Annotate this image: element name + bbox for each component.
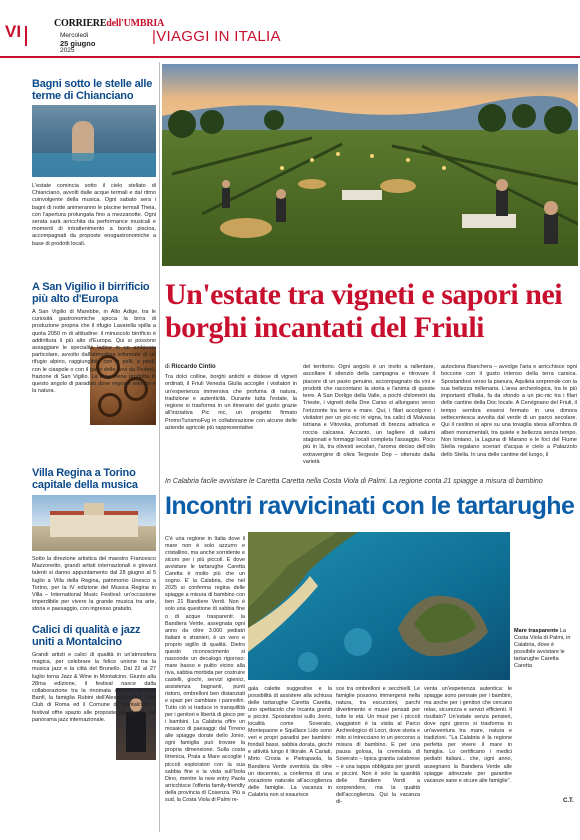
article1-byline [165, 364, 216, 370]
header-divider [25, 26, 27, 46]
article1-col2: del territorio. Ogni angolo è un invito a rallentare, ascoltare il silenzio della campagna e ritrovare il piacere di un pasto genuino, accompagnato da vini e prodotti che raccontano la storia e l'anima di queste terre. A San Dorligo della Valle, a pochi chilometri da Trieste, i vigneti della Dne Carso si allungano verso l'orizzonte tra terra e mare. Qui, i filari accolgono i visitatori per un pic-nic in vigna, tra calici di Malvasia istriana e Vitovska, profumati di brezza adriatica e roccia calcarea. Accanto, un tagliere di salumi stagionati e formaggi locali completa l'assaggio. Poco più in là, tra olivesti secolari, l'aroma deciso dell'olio extravergine di oliva Tergeste Dop – ottenuto dalla varietà [303, 364, 435, 465]
left-headline-3: Villa Regina a Torino capitale della musica [32, 467, 138, 491]
weekday: Mercoledì [60, 32, 89, 39]
issue-date [60, 32, 95, 55]
left-text-3: Sotto la direzione artistica del maestro Francesco Mazzonetto, grandi artisti internazionali e giovani talenti si danno appuntamento dal 28 giugno al 5 luglio a Villa della Regina, patrimonio Unesco a Torino, per la IV edizione del Musica Regina in Villa – International Music Festival: un'occasione imperdibile per vivere la grande musica tra arte, storia e paesaggio, con ingresso gratuito. [32, 556, 156, 613]
day-month: 25 giugno [60, 38, 96, 48]
logo-part2: dell'UMBRIA [106, 18, 165, 29]
article2-col1: C'è una regione in Italia dove il mare non è solo azzurro e cristallino, ma anche sorridente e sicuro per i più piccoli. E dove avvistare le tartarughe Caretta Caretta è molto più che un sogno. E' la Calabria, che nel 2025 si conferma regina delle spiagge a misura di bambino con ben 21 Bandiere Verdi. Non è solo una questione di sabbia fine o di acque trasparenti: la Bandiera Verde, assegnata ogni anno da oltre 3.000 pediatri italiani e stranieri, è un vero e proprio sigillo di qualità. Dietro questo riconoscimento si nasconde un decalogo rigoroso: mare basso e pulito vicino alla riva, sabbia morbida per costruire castelli, giochi, servizi igienici, assistenza bagnanti, punti ristoro, ombrelloni ben distanziati e spazi per cambiare i pannolini. Tutto ciò si traduce in tranquillità per i genitori e libertà di gioco per i bambini. La Calabria offre un mosaico di paesaggi: dal Tirreno alle spiagge dorate dello Jonio, ogni famiglia può trovare la propria dimensione. Sulla costa tirrenica, Praia a Mare accoglie i piccoli esploratori con la sua sabbia fine e la vista sull'Isola Dino, mentre la new entry Paola arricchisce l'offerta family-friendly della provincia di Cosenza. Più a sud, la Costa Viola di Palmi re- [165, 536, 245, 803]
left-text-4: Grandi artisti e calici di qualità in un'atmosfera magica, per celebrare la felice unione tra la musica jazz e la città del Brunello. Dal 22 al 27 luglio torna Jazz & Wine in Montalcino. Giunto alla 28ma edizione, il festival nasce dalla collaborazione tra la rinomata azienda vinicola Banfi, la famiglia Rubini dell'Alexanderplatz Jazz Club di Roma ed il Comune di Montalcino. Il festival offre spazio alle proposte più diverse del panorama jazz internazionale. [32, 652, 156, 723]
logo-part1: CORRIERE [54, 18, 107, 29]
caption-title: Mare trasparente [514, 628, 559, 634]
byline-prefix: di [165, 364, 170, 370]
year: 2025 [60, 47, 75, 54]
caption-text: La Costa Viola di Palmi, in Calabria, dove è possibile avvistare le tartarughe Caretta Caretta [514, 628, 571, 669]
article2-col4: venta un'esperienza autentica: le spiagge sono pensate per i bambini, ma anche per i genitori che cercano relax, sicurezza e servizi efficienti. Il risultato? Un'estate senza pensieri, dove ogni giorno si trasforma in un'avventura tra mare, natura e tradizioni. "La Calabria è la regione perfetta per vivere il mare in famiglia. Lo certificano i medici pediatri italiani... che, ogni anno, assegnano la Bandiera Verde alle spiagge attrezzate per garantire vacanze sane e sicure alle famiglie". [424, 686, 512, 784]
header-rule [0, 56, 580, 58]
photo-villa-regina [32, 495, 156, 551]
left-headline-1: Bagni sotto le stelle alle terme di Chianciano [32, 78, 153, 102]
left-text-1: L'estate comincia sotto il cielo stellato di Chianciano, avvolti dalle acque termali e dal ritmo coinvolgente della musica. Ogni sabato sera i bagni di notte animeranno le piscine termali Theia, con l'apertura prolungata fino a mezzanotte. Ogni serata sarà arricchita da performance musicali e momenti di intrattenimento a bordo piscina, accompagnati da proposte enogastronomiche a base di prodotti locali. [32, 183, 156, 247]
page-number: VI [5, 22, 22, 41]
article1-title: Un'estate tra vigneti e sapori nei borghi incantati del Friuli [165, 278, 563, 344]
left-column [32, 62, 156, 787]
photo-vineyard-picnic [162, 64, 578, 266]
byline-author: Riccardo Cintio [171, 364, 216, 370]
left-headline-4: Calici di qualità e jazz uniti a Montalcino [32, 624, 141, 648]
page-header [0, 0, 580, 62]
left-headline-2: A San Vigilio il birrificio più alto d'Europa [32, 281, 150, 305]
coast-illustration [248, 532, 510, 680]
column-divider [159, 62, 160, 832]
article1-col3: autoctona Bianchera – avvolge l'aria e arricchisce ogni boccone con il gusto intenso della terra carsica. Spostandosi verso la pianura, Aquileia sorprende con la sua bellezza millenaria. L'area archeologica, tra le più importanti d'Italia, fa da sfondo a un pic-nic tra i filari delle cantine della Doc locale. A Cervignano del Friuli, il tempo sembra essersi fermato in una dimora settecentesca avvolta dal verde di un parco secolare. Qui il cestino si apre su una tovaglia stesa all'ombra di alberi monumentali, tra quiete e bellezza senza tempo. Non lontano, la Laguna di Marano e le foci del Fiume Stella regalano scenari d'acqua e cielo a Palazzolo dello Stella. In una delle cantine del luogo, il [441, 364, 577, 458]
article1-col1: Tra dolci colline, borghi antichi e distese di vigneti ordinati, il Friuli Venezia Giulia accoglie i visitatori in un'esperienza immersiva che profuma di natura, tradizione e autenticità. Durante tutta l'estate, la regione si trasforma in un itinerario del gusto grazie all'iniziativa Pic nic, un progetto firmato PromoTurismoFvg in collaborazione con alcune delle aziende agricole più rappresentative [165, 374, 297, 432]
vineyard-illustration [162, 64, 578, 266]
photo-caption [514, 628, 576, 670]
article2-subtitle: In Calabria facile avvistare le Caretta Caretta nella Costa Viola di Palmi. La regione conta 21 spiagge a misura di bambino [165, 478, 543, 485]
section-title: |VIAGGI IN ITALIA [152, 28, 281, 45]
article2-signature: C.T. [563, 798, 574, 804]
newspaper-logo [54, 18, 164, 29]
article2-col3: sce tra ombrelloni e secchielli. Le famiglie possono immergersi nella natura, tra escursioni, parchi divertimento e musei pensati per tutte le età. Un must per i piccoli viaggiatori è la visita al Parco Archeologico di Locri, dove storia e mito si intrecciano in un percorso a misura di bambino. E per una pausa golosa, la cremolata di Soverato – tipica granita calabrese – è una tappa obbligata per grandi e piccini. Non è solo la quantità delle Bandiere Verdi a sorprendere, ma la qualità dell'accoglienza. Qui la vacanza di- [336, 686, 420, 805]
left-text-2: A San Vigilio di Marebbe, in Alto Adige, tra le curiosità gastronomiche spicca la birra di produzione propria che il rifugio Lavarella spilla a quota 2050 m di altitudine: il minuscolo birrificio è addirittura il più alto d'Europa. Qui si possono assaggiare le specialità ladine in un ambiente particolare, avvolto dall'atmosfera informale di un rifugio alpino, raggiungibile con le pelli, a piedi, con le ciaspole o con il gatto delle nevi da Pederù, frazione di San Vigilio. La birra viene prodotta in questo angolo di paradiso dove regna il silenzio e la natura. [32, 309, 156, 395]
photo-chianciano [32, 105, 156, 177]
article2-col2: gala calette suggestive e la possibilità di assistere alla schiusa delle tartarughe Caretta Caretta, uno spettacolo che incanta grandi e piccini. Spostandosi sullo Jonio, località come Soverato, Montepaone e Squillace Lido sono veri e propri paradisi per bambini: fondali bassi, sabbia dorata, giochi e attività lungo il litorale. A Cariati, Mirto Crosia e Pietrapaola, la Bandiera Verde sventola da oltre un decennio, a conferma di una vocazione naturale all'accoglienza delle famiglie. La vacanza in Calabria non si esaurisce [248, 686, 332, 798]
photo-costa-viola [248, 532, 510, 680]
article2-title: Incontri ravvicinati con le tartarughe [165, 492, 575, 520]
